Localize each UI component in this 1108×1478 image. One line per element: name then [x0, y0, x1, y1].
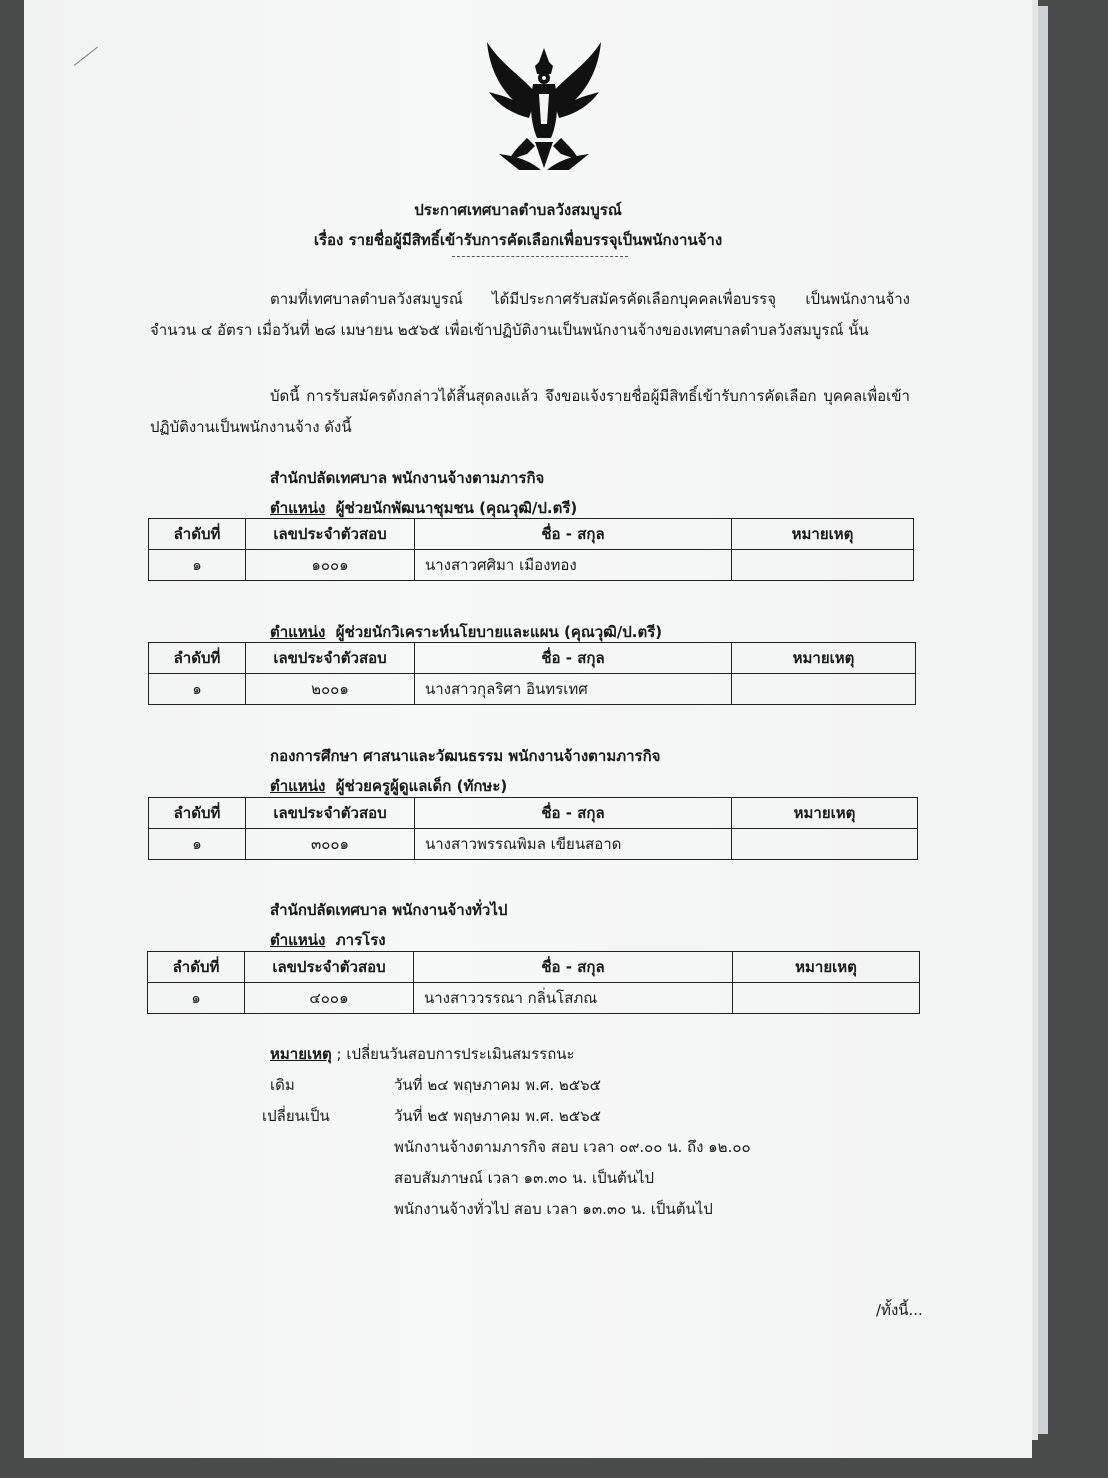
table-row — [149, 550, 914, 581]
cell-order: ๑ — [149, 829, 246, 860]
header-order: ลำดับที่ — [148, 952, 245, 983]
cell-remark — [732, 674, 916, 705]
cell-order: ๑ — [149, 550, 246, 581]
cell-remark — [732, 829, 918, 860]
position-name: ภารโรง — [335, 931, 386, 949]
section-position-1 — [270, 496, 577, 520]
intro-paragraph-2 — [150, 381, 910, 443]
cell-exam-id: ๒๐๐๑ — [246, 674, 415, 705]
cell-exam-id: ๔๐๐๑ — [245, 983, 414, 1014]
candidates-table-3 — [148, 797, 918, 860]
cell-exam-id: ๑๐๐๑ — [246, 550, 415, 581]
section-position-2 — [270, 620, 662, 644]
section-department-3: กองการศึกษา ศาสนาและวัฒนธรรม พนักงานจ้างตามภารกิจ — [270, 747, 661, 765]
position-label: ตำแหน่ง — [270, 777, 326, 795]
header-remark: หมายเหตุ — [732, 798, 918, 829]
note-line-3: พนักงานจ้างทั่วไป สอบ เวลา ๑๓.๓๐ น. เป็นต้นไป — [394, 1200, 713, 1218]
intro-p1-rest: เป็นพนักงานจ้าง จำนวน ๔ อัตรา เมื่อวันที่ ๒๘ เมษายน ๒๕๖๕ เพื่อเข้าปฏิบัติงานเป็นพนักงานจ้างของเทศบาลตำบลวังสมบูรณ์ นั้น — [150, 290, 910, 339]
header-remark: หมายเหตุ — [732, 643, 916, 674]
header-exam-id: เลขประจำตัวสอบ — [245, 952, 414, 983]
garuda-emblem-icon — [479, 34, 609, 174]
cell-order: ๑ — [149, 674, 246, 705]
continuation-marker: /ทั้งนี้... — [876, 1301, 923, 1319]
table-row — [149, 829, 918, 860]
position-name: ผู้ช่วยครูผู้ดูแลเด็ก (ทักษะ) — [335, 777, 508, 795]
position-label: ตำแหน่ง — [270, 499, 326, 517]
section-position-3 — [270, 774, 507, 798]
header-order: ลำดับที่ — [149, 519, 246, 550]
announcement-title: ประกาศเทศบาลตำบลวังสมบูรณ์ — [414, 201, 622, 219]
candidates-table-1 — [148, 518, 914, 581]
document-page — [24, 0, 1032, 1458]
note-line-1: พนักงานจ้างตามภารกิจ สอบ เวลา ๐๙.๐๐ น. ถึง ๑๒.๐๐ — [394, 1138, 751, 1156]
header-remark: หมายเหตุ — [733, 952, 920, 983]
note-heading — [270, 1042, 575, 1066]
table-row — [149, 674, 916, 705]
note-new-label: เปลี่ยนเป็น — [262, 1107, 330, 1125]
section-department-1: สำนักปลัดเทศบาล พนักงานจ้างตามภารกิจ — [270, 469, 545, 487]
header-order: ลำดับที่ — [149, 798, 246, 829]
header-exam-id: เลขประจำตัวสอบ — [246, 798, 415, 829]
cell-order: ๑ — [148, 983, 245, 1014]
cell-name: นางสาวพรรณพิมล เขียนสอาด — [415, 829, 732, 860]
note-label: หมายเหตุ — [270, 1045, 332, 1063]
section-department-4: สำนักปลัดเทศบาล พนักงานจ้างทั่วไป — [270, 901, 508, 919]
header-exam-id: เลขประจำตัวสอบ — [246, 643, 415, 674]
header-name: ชื่อ - สกุล — [415, 643, 732, 674]
header-name: ชื่อ - สกุล — [415, 798, 732, 829]
intro-paragraph-1 — [150, 284, 910, 346]
note-old-label: เดิม — [270, 1076, 295, 1094]
note-new-date: วันที่ ๒๕ พฤษภาคม พ.ศ. ๒๕๖๕ — [394, 1107, 602, 1125]
note-line-2: สอบสัมภาษณ์ เวลา ๑๓.๓๐ น. เป็นต้นไป — [394, 1169, 655, 1187]
section-position-4 — [270, 928, 386, 952]
header-name: ชื่อ - สกุล — [415, 519, 732, 550]
pen-mark — [74, 47, 98, 66]
position-name: ผู้ช่วยนักพัฒนาชุมชน (คุณวุฒิ/ป.ตรี) — [335, 499, 578, 517]
note-text: ; เปลี่ยนวันสอบการประเมินสมรรถนะ — [331, 1045, 575, 1063]
cell-name: นางสาววรรณา กลิ่นโสภณ — [414, 983, 733, 1014]
position-label: ตำแหน่ง — [270, 623, 326, 641]
cell-name: นางสาวศศิมา เมืองทอง — [415, 550, 732, 581]
intro-p2-rest: บุคคลเพื่อเข้าปฏิบัติงานเป็นพนักงานจ้าง ดังนี้ — [150, 387, 910, 436]
header-order: ลำดับที่ — [149, 643, 246, 674]
note-old-date: วันที่ ๒๔ พฤษภาคม พ.ศ. ๒๕๖๕ — [394, 1076, 602, 1094]
intro-p2-lead: บัดนี้ การรับสมัครดังกล่าวได้สิ้นสุดลงแล้ว จึงขอแจ้งรายชื่อผู้มีสิทธิ์เข้ารับการคัดเลือก — [270, 387, 817, 405]
cell-remark — [732, 550, 914, 581]
cell-remark — [733, 983, 920, 1014]
cell-exam-id: ๓๐๐๑ — [246, 829, 415, 860]
header-exam-id: เลขประจำตัวสอบ — [246, 519, 415, 550]
position-name: ผู้ช่วยนักวิเคราะห์นโยบายและแผน (คุณวุฒิ/ป.ตรี) — [335, 623, 663, 641]
header-name: ชื่อ - สกุล — [414, 952, 733, 983]
position-label: ตำแหน่ง — [270, 931, 326, 949]
table-row — [148, 983, 920, 1014]
header-remark: หมายเหตุ — [732, 519, 914, 550]
cell-name: นางสาวกุลริศา อินทรเทศ — [415, 674, 732, 705]
intro-p1-lead: ตามที่เทศบาลตำบลวังสมบูรณ์ ได้มีประกาศรับสมัครคัดเลือกบุคคลเพื่อบรรจุ — [270, 290, 777, 308]
candidates-table-2 — [148, 642, 916, 705]
title-divider — [452, 256, 628, 257]
candidates-table-4 — [147, 951, 920, 1014]
announcement-subject: เรื่อง รายชื่อผู้มีสิทธิ์เข้ารับการคัดเลือกเพื่อบรรจุเป็นพนักงานจ้าง — [313, 231, 723, 249]
